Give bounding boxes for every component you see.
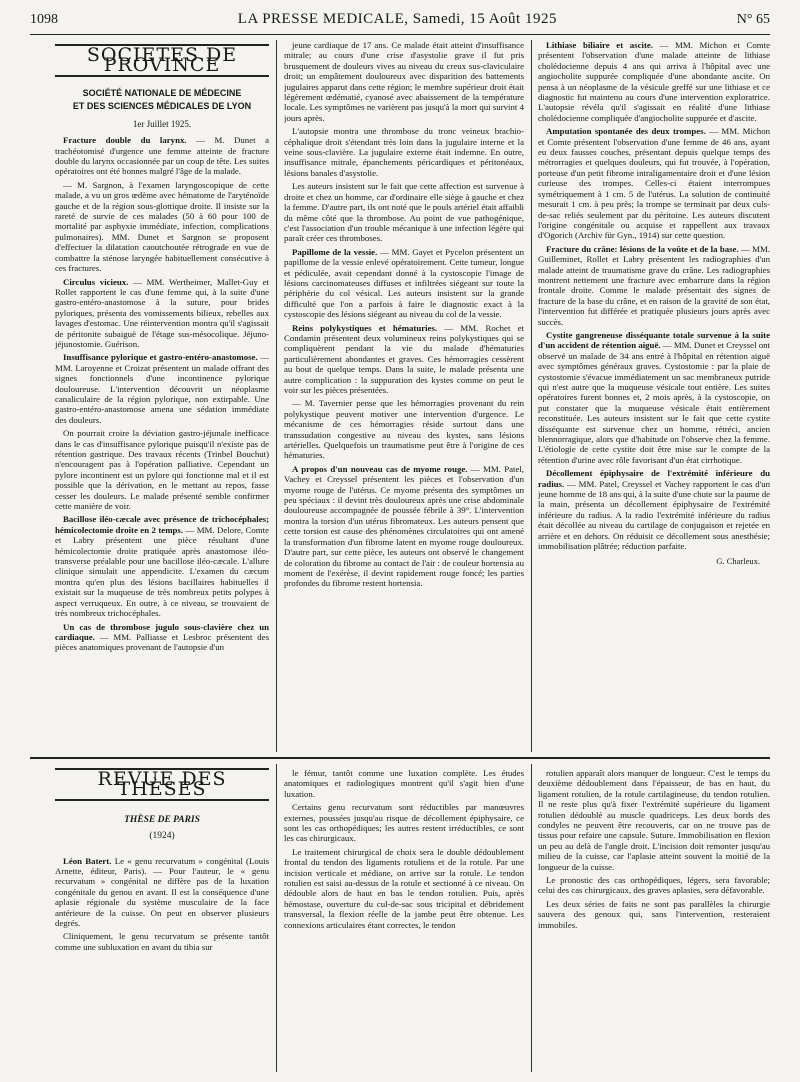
article-title: Insuffisance pylorique et gastro-entéro-anastomose. (63, 352, 258, 363)
theses-column-1 (55, 768, 269, 1072)
column-divider (276, 764, 277, 1072)
article-text: rotulien apparaît alors manquer de longueur. C'est le temps du deuxième dédoublement dans l'épaisseur, de bas en haut, du ligament rotulien, de la rotule cartilagineuse, du tendon rotulien. Il ne reste plus qu'à fixer l'extrémité supérieure du ligament rotulien dédoublé au muscle quadriceps. Les deux bords des condyles ne peuvent être recouverts, car on ne trouve pas de tissus pour refaire une capsule. Suture. Immobilisation en flexion un peu au delà de l'angle droit. L'incision doit remonter jusqu'au milieu de la cuisse, car l'aplasie atteint souvent la moitié de la longueur de la cuisse. (538, 768, 770, 872)
article-paragraph (55, 856, 269, 929)
article-title: Lithiase biliaire et ascite. (546, 40, 653, 50)
article-paragraph (538, 468, 770, 551)
article-paragraph (284, 126, 524, 178)
header-rule (30, 34, 770, 35)
article-text: L'autopsie montra une thrombose du tronc veineux brachio-céphalique droit s'étendant très loin dans la jugulaire interne et la veine sous-clavière. La jugulaire externe était indemne. En outre, insuffisance mitrale, épanchements péricardiques et péritonéaux, lésions banales d'asystolie. (284, 126, 524, 178)
article-paragraph (538, 899, 770, 930)
article-text: — MM. Dunet et Creyssel ont observé un malade de 34 ans entré à l'hôpital en rétention aiguë avec symptômes généraux graves. Cystostomie : par la plaie de cystostomie s'évacue immédiatement un sac membraneux putride qui n'est autre que la muqueuse vésicale tout entière. Les suites opératoires furent bonnes et, 2 mois après, à la cystoscopie, on put constater que la muqueuse vésicale était entièrement reconstituée. Les auteurs insistent sur le fait que cette cystite disséquante est survenue chez un homme, rétréci, ancien blennorragique, alors que d'habitude on l'observe chez la femme. L'étiologie de cette cystite doit être mise sur le compte de la rétention d'urine avec rôle favorisant d'un état cirrhotique. (538, 340, 770, 465)
col1-articles (55, 135, 269, 653)
article-title: Fracture du crâne: lésions de la voûte et de la base. (546, 243, 739, 254)
article-text: — MM. Wertheimer, Mallet-Guy et Rollet rapportent le cas d'une femme qui, à la suite d'une gastro-entéro-anastomose à la suture, pour brides pyloriques, présenta des vomissements bilieux, rebelles aux lavages d'estomac. Une réintervention montra qu'il s'agissait de péritonite subaiguë de l'étage sus-mésocolique. Jéjuno-jéjunostomie. Guérison. (55, 276, 269, 349)
journal-title: LA PRESSE MEDICALE, Samedi, 15 Août 1925 (237, 11, 557, 27)
article-text: — M. Tavernier pense que les hémorragies provenant du rein polykystique peuvent motiver une intervention d'urgence. Le mécanisme de ces hémorragies réside surtout dans une transsudation congestive au niveau des kystes, sans lésions artérielles. Quelquefois un traumatisme peut être à l'origine de ces hématuries. (284, 398, 524, 461)
article-paragraph (284, 40, 524, 123)
issue-number: N° 65 (736, 12, 770, 27)
article-text: — MM. Guilleminet, Rollet et Labry présentent les radiographies d'un malade atteint de traumatisme grave du crâne. Les radiographies montrent nettement une fracture avec embarrure dans la région frontale droite. Comme le malade présentait des signes de fracture de la base du crâne, et en raison de la gravité de son état, l'intervention fut différée et pratiquée plusieurs jours après avec succès. (538, 243, 770, 327)
article-paragraph (284, 464, 524, 589)
col2-articles (284, 40, 524, 589)
article-title: Reins polykystiques et hématuries. (292, 322, 438, 333)
article-paragraph (538, 768, 770, 872)
column-3 (538, 40, 770, 752)
author-signature: G. Charleux. (716, 555, 760, 566)
article-title: Papillome de la vessie. (292, 246, 378, 257)
article-text: — MM. Michon et Comte présentent l'observation d'une femme de 46 ans, ayant eu deux fausses couches, présentant depuis quelque temps des métrorragies et quelques douleurs, qui fut trouvée, à l'opération, porteuse d'un petit fibrome intraligamentaire droit et d'une lésion curieuse des trompes. Celles-ci étaient interrompues symétriquement à 1 cm. 5 de l'utérus. La solution de continuité mesurait 1 cm. à peu près; la trompe se terminait par deux culs-de-sac reliés seulement par du péritoine. Les auteurs discutent l'origine congénitale ou acquise et rappellent aux travaux d'Ogorich (Archiv für Gyn., 1914) sur cette question. (538, 126, 770, 241)
article-title: Bacillose iléo-cæcale avec présence de trichocéphales; hémicolectomie droite en 2 temps. (55, 514, 269, 535)
article-paragraph (284, 181, 524, 243)
article-paragraph (538, 330, 770, 465)
article-paragraph (538, 40, 770, 123)
article-paragraph (284, 847, 524, 930)
article-title: Léon Batert. (63, 855, 112, 866)
theses-column-2 (284, 768, 524, 1072)
article-paragraph (55, 135, 269, 177)
article-paragraph (55, 352, 269, 425)
article-text: Les auteurs insistent sur le fait que cette affection est survenue à droite et chez un homme, car d'ordinaire elle siège à gauche et chez la femme. D'autre part, ils ont noté que le pouls artériel était affaibli du même côté que la thrombose. Au point de vue pathogénique, c'est l'association d'un trouble mécanique à une infection légère qui paraît créer ces thromboses. (284, 181, 524, 244)
article-paragraph (284, 802, 524, 844)
article-text: — MM. Michon et Comte présentent l'observation d'une malade atteinte de lithiase cholédocienne depuis 4 ans qui arriva à l'hôpital avec une angiocholite suppurée compliquée d'une abondante ascite. On pensa à un néoplasme de la vésicule greffé sur une lithiase et ce diagnostic fut maintenu au cours d'une intervention exploratrice. L'autopsie révéla qu'il s'agissait en réalité d'une lithiase cholédocienne compliquée d'angiocholite suppurée et d'ascite. (538, 40, 770, 123)
article-title: Un cas de thrombose jugulo sous-clavière chez un cardiaque. (55, 621, 269, 642)
article-paragraph (55, 180, 269, 274)
article-text: jeune cardiaque de 17 ans. Ce malade était atteint d'insuffisance mitrale; au cours d'une crise d'asystolie grave il fut pris brusquement de douleurs vives au niveau du creux sus-claviculaire droit; un empâtement douloureux avec disparition des battements jugulaires apparut dans cette région; le membre supérieur droit était légèrement œdématié, cyanosé avec abaissement de la température locale. Les symptômes ne varièrent pas jusqu'à la mort qui survint 4 jours après. (284, 40, 524, 123)
article-text: Cliniquement, le genu recurvatum se présente tantôt comme une subluxation en avant du tibia sur (55, 931, 269, 952)
article-paragraph (55, 514, 269, 618)
article-paragraph (55, 622, 269, 653)
article-paragraph (538, 875, 770, 896)
article-text: — MM. Laroyenne et Croizat présentent un malade offrant des signes fonctionnels d'une incontinence pylorique douloureuse. L'intervention découvrit un néoplasme canaliculaire de la région pylorique, non extirpable. Une gastro-entéro-anastomose amena une sédation immédiate des douleurs. (55, 352, 269, 425)
article-text: Le pronostic des cas orthopédiques, légers, sera favorable; celui des cas chirurgicaux, des graves aplasies, sera défavorable. (538, 875, 770, 896)
article-paragraph (538, 126, 770, 240)
societes-heading: SOCIÉTÉS DE PROVINCE (55, 44, 269, 77)
section-rule (30, 757, 770, 759)
theses-col1-articles (55, 856, 269, 953)
article-paragraph (538, 244, 770, 327)
article-paragraph (284, 768, 524, 799)
article-title: Circulus vicieux. (63, 276, 129, 287)
column-divider (531, 40, 532, 752)
session-date: 1er Juillet 1925. (132, 118, 192, 129)
article-title: A propos d'un nouveau cas de myome rouge. (292, 463, 468, 474)
article-text: — MM. Gayet et Pycelon présentent un papillome de la vessie enlevé opératoirement. Cette tumeur, longue et pédiculée, avait cependant donné à la cystoscopie l'image de lésions carcinomateuses diffuses et infiltrées siégeant sur toute la périphérie du col vésical. Les auteurs insistent sur la grande difficulté que l'on a parfois à faire le diagnostic exact à la cystoscopie des lésions siégeant au niveau du col de la vessie. (284, 246, 524, 320)
col3-articles (538, 40, 770, 552)
article-text: Certains genu recurvatum sont réductibles par manœuvres externes, poussées jusqu'au risque de décollement épiphysaire, ce sont les cas orthopédiques; les autres restent irréductibles, ce sont les cas chirurgicaux. (284, 802, 524, 844)
article-text: Le « genu recurvatum » congénital (Louis Arnette, éditeur, Paris). — Pour l'auteur, le « genu recurvatum » congénital ne diffère pas de la luxation congénitale du genou en avant. Il est la conséquence d'une aplasie régionale du système musculaire de la face antérieure de la cuisse. On peut en observer plusieurs degrés. (55, 855, 269, 929)
article-text: — MM. Patel, Vachey et Creyssel présentent les pièces et l'observation d'un myome rouge de l'utérus. Ce myome présenta des symptômes un peu spéciaux : il devint très douloureux après une crise abdominale douloureuse accompagnée de poussée fébrile à 39°. L'intervention montra la torsion d'un utérus fibromateux. Les auteurs pensent que cette torsion est cause des phénomènes circulatoires qui ont amené la transformation d'un fibrome latent en myome rouge douloureux. D'autre part, sur cette pièce, les auteurs ont observé le changement de coloration du fibrome au contact de l'air : de couleur hortensia au moment de l'exérèse, il devint rapidement rouge foncé; les parties profondes du fibrome restent hortensia. (284, 463, 524, 589)
article-text: — M. Dunet a trachéotomisé d'urgence une femme atteinte de fracture double du larynx occasionnée par un coup de tête. Les suites opératoires ont été bonnes malgré l'âge de la malade. (55, 135, 269, 177)
article-title: Décollement épiphysaire de l'extrémité inférieure du radius. (538, 468, 770, 489)
page-number: 1098 (30, 12, 58, 27)
society-name-line2: ET DES SCIENCES MÉDICALES DE LYON (72, 100, 252, 111)
article-paragraph (55, 277, 269, 350)
column-1 (55, 44, 269, 752)
theses-subheading: THÈSE DE PARIS (124, 814, 200, 825)
article-text: — MM. Delore, Comte et Labry présentent une pièce résultant d'une hémicolectomie droite pratiquée après anastomose iléo-transverse préalable pour une bacillose iléo-cæcale. L'allure clinique simulait une appendicite. L'examen du cæcum montra qu'en plus des lésions bacillaires habituelles il existait sur la muqueuse de très nombreux petits polypes à aspect verruqueux. En outre, à ce niveau, se trouvaient de très nombreux trichocéphales. (55, 524, 269, 619)
article-paragraph (284, 398, 524, 460)
article-text: — M. Sargnon, à l'examen laryngoscopique de cette malade, a vu un gros œdème avec hématome de l'aryténoïde gauche et de la région sous-glottique droite. Il insiste sur la rareté de survie de ces malades (50 à 60 pour 100 de mortalité par asphyxie immédiate, infection, complications pulmonaires). MM. Dunet et Sargnon se proposent d'effectuer la dilatation caoutchoutée rétrograde en vue de combattre la sténose laryngée habituellement consécutive à ces fractures. (55, 179, 269, 274)
column-divider (531, 764, 532, 1072)
society-name-line1: SOCIÉTÉ NATIONALE DE MÉDECINE (82, 87, 242, 98)
article-text: — MM. Palliasse et Lesbroc présentent des pièces anatomiques provenant de l'autopsie d'un (55, 631, 269, 653)
article-paragraph (284, 323, 524, 396)
column-2 (284, 40, 524, 752)
theses-year: (1924) (149, 831, 175, 842)
article-text: — MM. Rochet et Condamin présentent deux volumineux reins polykystiques qui se compliquèrent pendant la vie du malade d'hématuries particulièrement abondantes et graves. Ces hémorragies cessèrent au bout de quelque temps. Dans la suite, le malade présenta une autre complication : la suppuration des kystes comme on peut le voir sur les pièces présentées. (284, 322, 524, 395)
article-text: On pourrait croire la déviation gastro-jéjunale inefficace dans le cas d'insuffisance pylorique puisqu'il n'existe pas de rétention gastrique. Des travaux récents (Trinbel Bouchut) n'encouragent pas à l'opération palliative. Cependant un pylore incontinent est un pylore qui fonctionne mal et il est possible que la dérivation, en le mettant au repos, fasse cesser les douleurs. Le malade présenté semble confirmer cette manière de voir. (55, 428, 269, 512)
theses-heading: REVUE DES THÈSES (55, 768, 269, 801)
theses-col2-articles (284, 768, 524, 930)
theses-column-3 (538, 768, 770, 1072)
article-text: Le traitement chirurgical de choix sera le double dédoublement frontal du tendon des ligaments rotuliens et de la rotule. Par une incision verticale et médiane, on arrive sur la rotule. Le tendon rotulien est saisi au-dessus de la rotule et sectionné à ce niveau. On dédouble alors de haut en bas le tendon rotulien. Puis, après hémostase, ouverture du cul-de-sac sous tricipital et débridement transversal, la flexion réelle de la jambe peut être obtenue. Les connexions articulaires étant correctes, le tendon (284, 846, 524, 930)
society-name (55, 87, 269, 113)
article-title: Fracture double du larynx. (63, 135, 187, 146)
article-paragraph (55, 931, 269, 952)
article-title: Amputation spontanée des deux trompes. (546, 126, 706, 137)
article-text: — MM. Patel, Creyssel et Vachey rapportent le cas d'un jeune homme de 18 ans qui, à la suite d'une chute sur la paume de la main, présenta un décollement épiphysaire de l'extrémité inférieure du radius. A la radio l'extrémité inférieure du radius était décollée au niveau du cartilage de conjugaison et rejetée en arrière et en dehors. On réduisit ce décollement sous anesthésie; immobilisation plâtrée; réduction parfaite. (538, 478, 770, 552)
theses-col3-articles (538, 768, 770, 930)
column-divider (276, 40, 277, 752)
article-text: Les deux séries de faits ne sont pas parallèles la chirurgie sauvera des genoux qui, sans l'intervention, resteraient immobiles. (538, 898, 770, 930)
article-text: le fémur, tantôt comme une luxation complète. Les études anatomiques et radiologiques montrent qu'il s'agit bien d'une luxation. (284, 768, 524, 799)
page-header (30, 0, 770, 34)
article-paragraph (55, 428, 269, 511)
article-paragraph (284, 247, 524, 320)
article-title: Cystite gangreneuse disséquante totale survenue à la suite d'un accident de rétention aiguë. (538, 329, 770, 351)
